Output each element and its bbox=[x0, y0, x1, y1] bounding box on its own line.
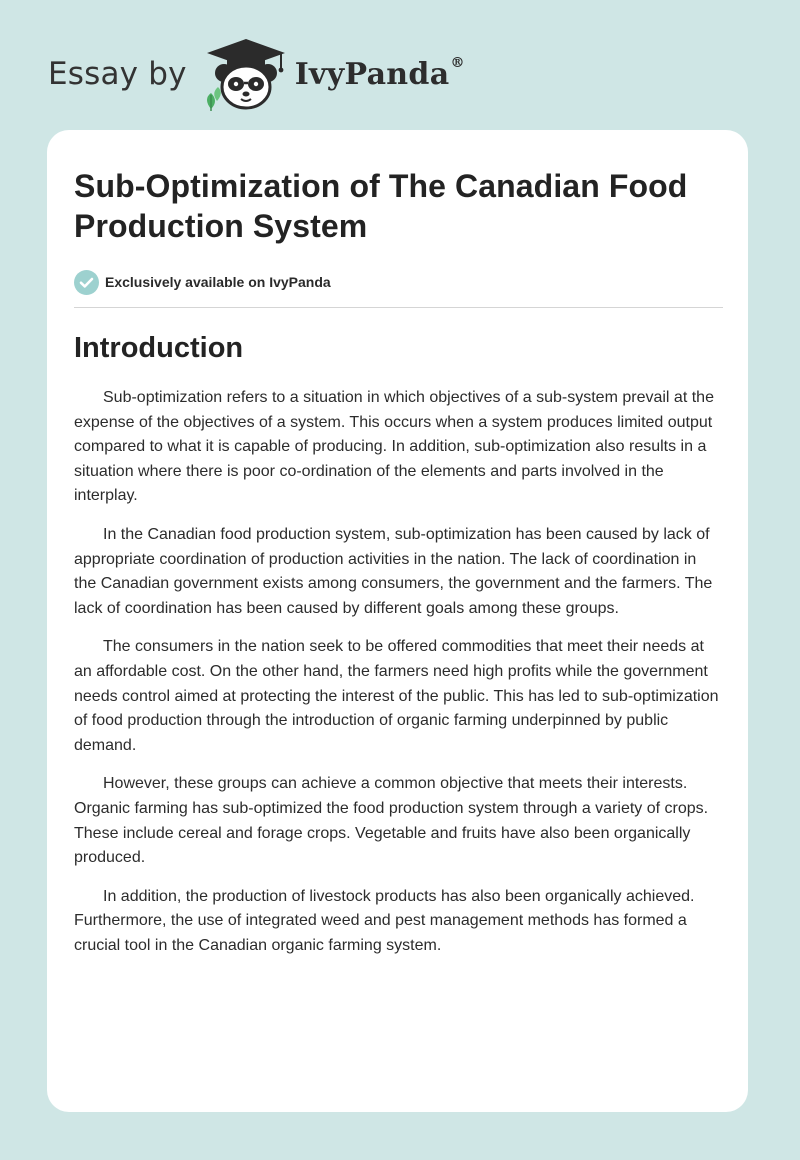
paragraph-3: The consumers in the nation seek to be offered commodities that meet their needs at an affordable cost. On the other hand, the farmers need high profits while the government needs control aimed at protecting the interest of the public. This has led to sub-optimization of food production through the introduction of organic farming underpinned by public demand. bbox=[74, 638, 719, 754]
registered-mark: ® bbox=[450, 54, 465, 71]
exclusive-label: Exclusively available on IvyPanda bbox=[105, 274, 331, 290]
paragraph-1: Sub-optimization refers to a situation in which objectives of a sub-system prevail at the expense of the objectives of a system. This occurs when a system produces limited output compared to what it is capable of producing. In addition, sub-optimization also results in a situation where there is poor co-ordination of the elements and parts involved in the interplay. bbox=[74, 389, 714, 505]
paragraph-5: In addition, the production of livestock products has also been organically achieved. Furthermore, the use of integrated weed and pest management methods has formed a crucial tool in the Canadian organic farming system. bbox=[74, 887, 695, 954]
essay-title: Sub-Optimization of The Canadian Food Production System bbox=[74, 168, 688, 244]
brand-name[interactable]: IvyPanda® bbox=[294, 54, 465, 92]
paragraph-2: In the Canadian food production system, sub-optimization has been caused by lack of appropriate coordination of production activities in the nation. The lack of coordination in the Canadian government exists among consumers, the government and the farmers. The lack of coordination has been caused by different goals among these groups. bbox=[74, 525, 713, 617]
title-divider bbox=[74, 307, 723, 308]
essay-card bbox=[47, 130, 748, 1112]
section-heading-introduction: Introduction bbox=[74, 332, 244, 364]
panda-graduate-logo-icon[interactable] bbox=[201, 35, 291, 113]
exclusive-badge bbox=[74, 269, 722, 295]
essay-by-label: Essay by bbox=[48, 56, 187, 92]
paragraph-4: However, these groups can achieve a common objective that meets their interests. Organic farming has sub-optimized the food production system through a variety of crops. These include cereal and forage crops. Vegetable and fruits have also been organically produced. bbox=[74, 775, 709, 867]
site-header bbox=[48, 34, 465, 114]
essay-body bbox=[74, 386, 722, 958]
check-circle-icon bbox=[74, 270, 99, 295]
